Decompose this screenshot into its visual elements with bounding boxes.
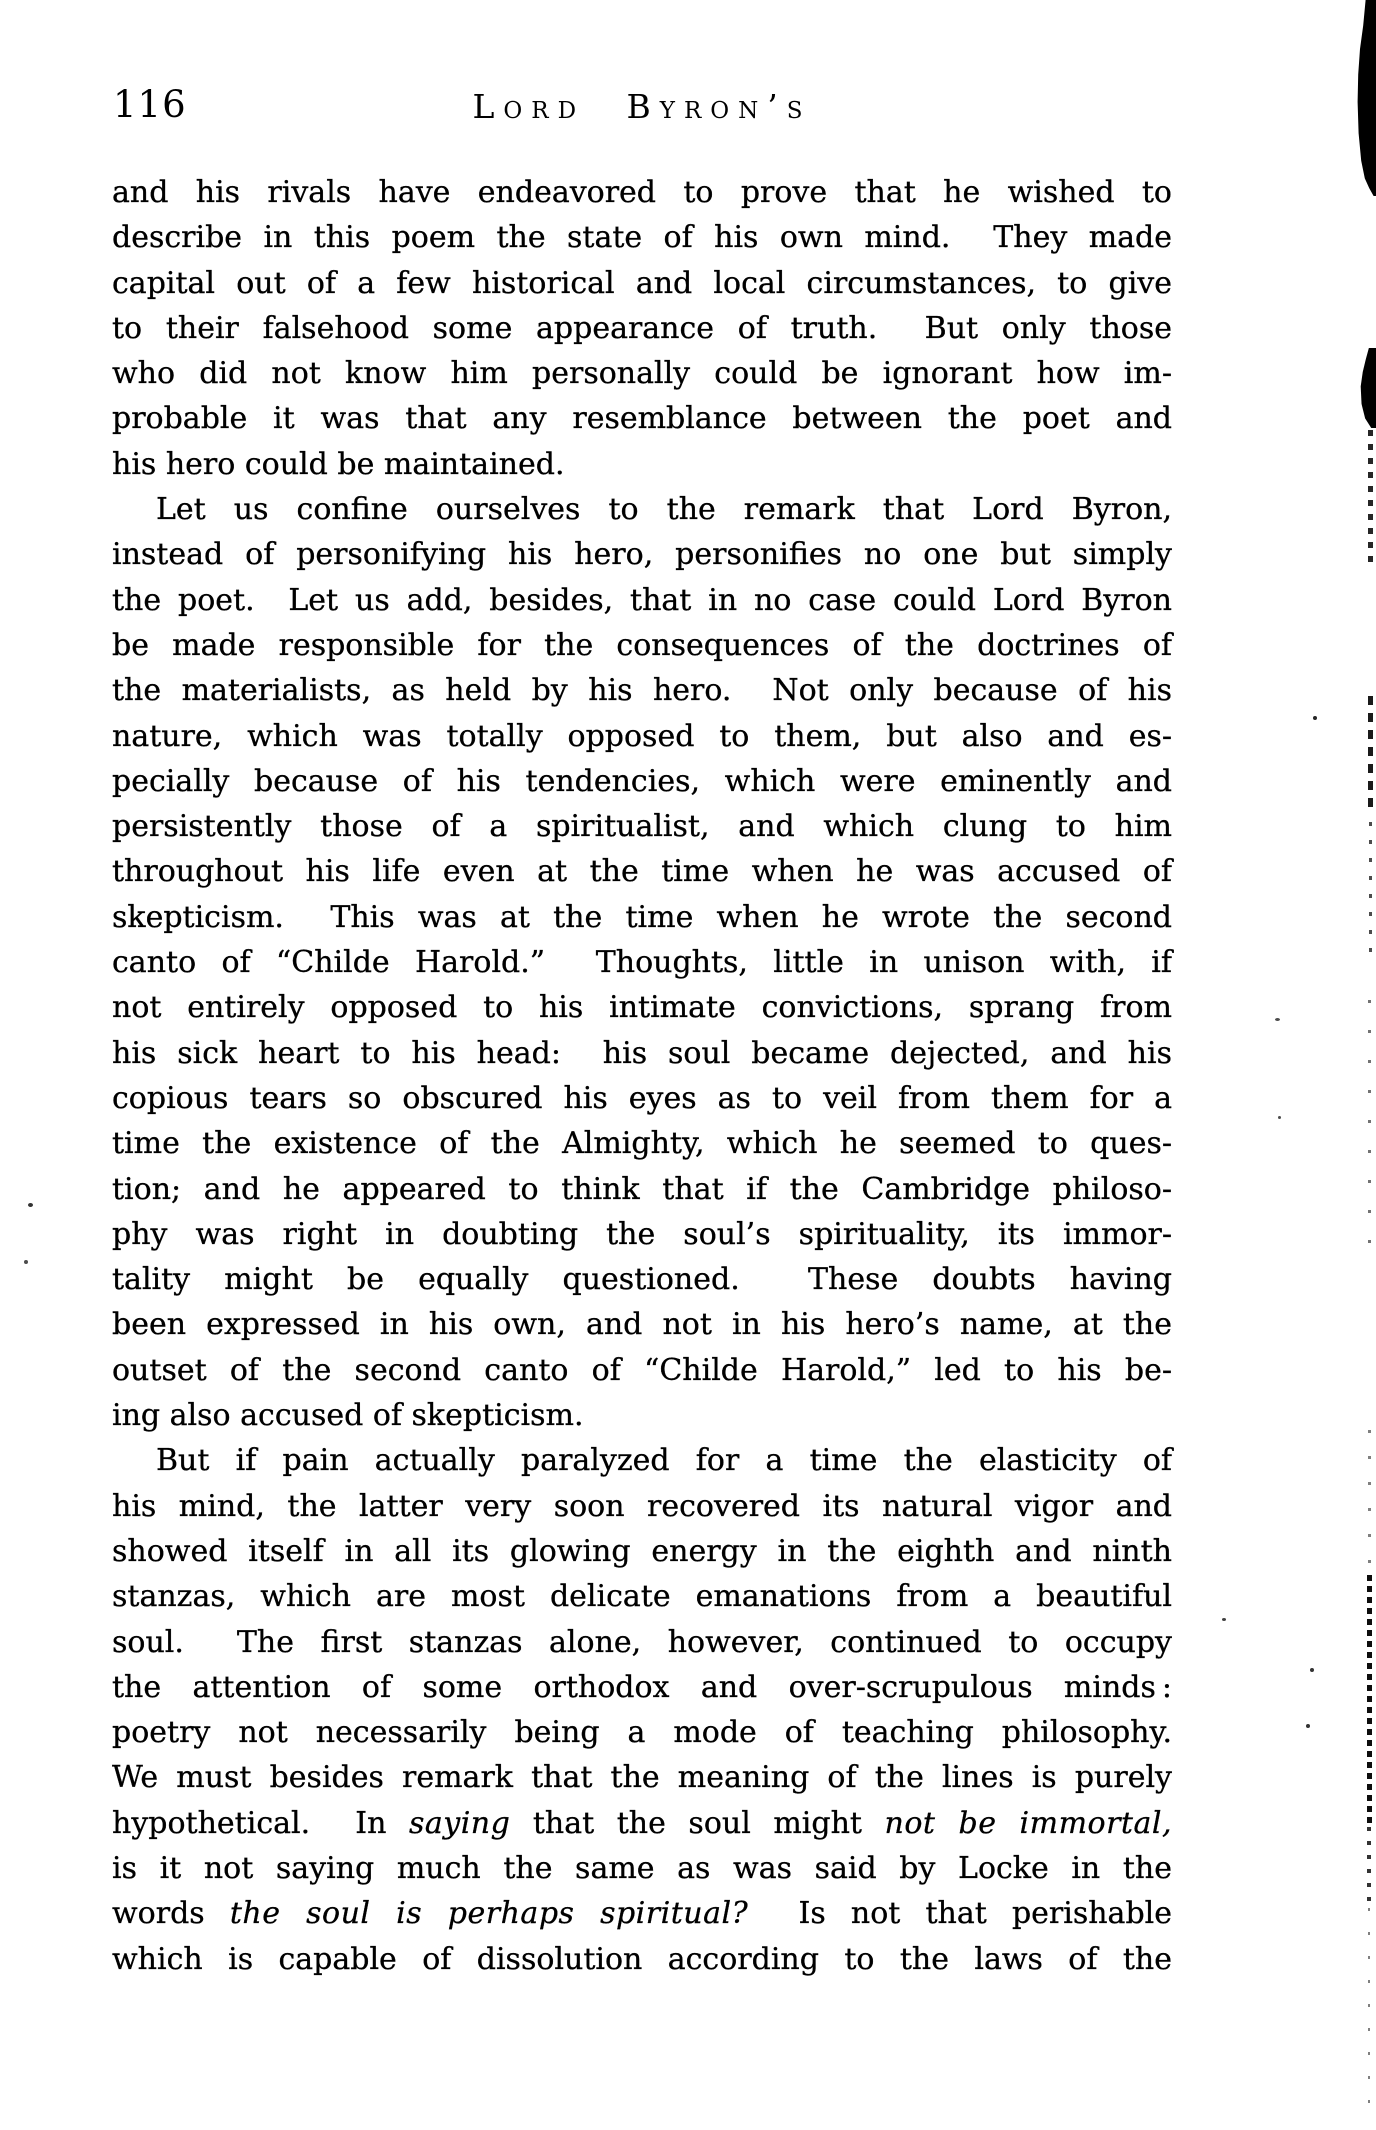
text-line: describe in this poem the state of his own mind. They made bbox=[112, 220, 1172, 256]
text-line: the poet. Let us add, besides, that in no case could Lord Byron bbox=[112, 582, 1172, 618]
text-line: is it not saying much the same as was said by Locke in the bbox=[112, 1850, 1172, 1886]
text-line: phy was right in doubting the soul’s spirituality, its immor- bbox=[112, 1216, 1172, 1252]
text-line: the attention of some orthodox and over-scrupulous minds : bbox=[112, 1669, 1172, 1705]
dotted-streak-artifact bbox=[1367, 1827, 1371, 1907]
body-text bbox=[112, 170, 1172, 1982]
dotted-streak-artifact bbox=[1368, 1908, 1370, 2120]
margin-speck bbox=[1313, 716, 1317, 720]
text-line: to their falsehood some appearance of truth. But only those bbox=[112, 310, 1172, 346]
dotted-streak-artifact bbox=[1368, 696, 1373, 814]
text-line: throughout his life even at the time when he was accused of bbox=[112, 854, 1172, 890]
text-line: words the soul is perhaps spiritual? Is not that perishable bbox=[112, 1896, 1172, 1932]
text-line: been expressed in his own, and not in his hero’s name, at the bbox=[112, 1307, 1172, 1343]
ink-bar-top-right-artifact bbox=[1356, 0, 1376, 196]
text-line: outset of the second canto of “Childe Harold,” led to his be- bbox=[112, 1352, 1172, 1388]
text-line: canto of “Childe Harold.” Thoughts, little in unison with, if bbox=[112, 945, 1172, 981]
text-line: stanzas, which are most delicate emanations from a beautiful bbox=[112, 1579, 1172, 1615]
text-line: instead of personifying his hero, personifies no one but simply bbox=[112, 537, 1172, 573]
text-line: But if pain actually paralyzed for a time the elasticity of bbox=[156, 1443, 1172, 1479]
dotted-streak-artifact bbox=[1367, 1575, 1372, 1827]
text-line: tality might be equally questioned. These doubts having bbox=[112, 1262, 1172, 1298]
text-line: tion; and he appeared to think that if the Cambridge philoso- bbox=[112, 1171, 1172, 1207]
text-line: his sick heart to his head: his soul became dejected, and his bbox=[112, 1035, 1172, 1071]
text-line: showed itself in all its glowing energy in the eighth and ninth bbox=[112, 1533, 1172, 1569]
text-line: We must besides remark that the meaning of the lines is purely bbox=[112, 1760, 1172, 1796]
text-line: not entirely opposed to his intimate convictions, sprang from bbox=[112, 990, 1172, 1026]
dotted-streak-artifact bbox=[1368, 430, 1373, 562]
text-line: time the existence of the Almighty, which he seemed to ques- bbox=[112, 1126, 1172, 1162]
margin-speck bbox=[1278, 1116, 1281, 1119]
margin-speck bbox=[1306, 1724, 1310, 1728]
dotted-streak-artifact bbox=[1368, 1000, 1371, 1250]
text-line: which is capable of dissolution according to the laws of the bbox=[112, 1941, 1172, 1977]
text-line: and his rivals have endeavored to prove that he wished to bbox=[112, 175, 1172, 210]
text-line: persistently those of a spiritualist, and which clung to him bbox=[112, 809, 1172, 845]
text-line: skepticism. This was at the time when he wrote the second bbox=[112, 899, 1172, 935]
margin-speck bbox=[1310, 1668, 1314, 1672]
text-line: ing also accused of skepticism. bbox=[112, 1398, 584, 1434]
ink-blob-right-upper-artifact bbox=[1359, 348, 1376, 428]
dotted-streak-artifact bbox=[1368, 1430, 1371, 1575]
text-line: who did not know him personally could be ignorant how im- bbox=[112, 356, 1172, 392]
text-line: copious tears so obscured his eyes as to veil from them for a bbox=[112, 1080, 1172, 1116]
text-line: his mind, the latter very soon recovered its natural vigor and bbox=[112, 1488, 1172, 1524]
text-line: poetry not necessarily being a mode of teaching philosophy. bbox=[112, 1715, 1172, 1751]
text-line: Let us confine ourselves to the remark that Lord Byron, bbox=[156, 492, 1172, 528]
text-line: capital out of a few historical and local circumstances, to give bbox=[112, 265, 1172, 301]
text-line: soul. The first stanzas alone, however, continued to occupy bbox=[112, 1624, 1172, 1660]
margin-speck bbox=[28, 1203, 33, 1207]
text-line: his hero could be maintained. bbox=[112, 446, 565, 482]
text-line: pecially because of his tendencies, which were eminently and bbox=[112, 763, 1172, 799]
running-title: Lord Byron’s bbox=[472, 87, 812, 126]
text-line: hypothetical. In saying that the soul might not be immortal, bbox=[112, 1805, 1172, 1841]
page-number: 116 bbox=[113, 83, 187, 126]
margin-speck bbox=[1222, 1618, 1226, 1621]
dotted-streak-artifact bbox=[1369, 822, 1372, 962]
text-line: be made responsible for the consequences of the doctrines of bbox=[112, 627, 1172, 663]
text-line: the materialists, as held by his hero. Not only because of his bbox=[112, 673, 1172, 709]
margin-speck bbox=[1275, 1018, 1280, 1021]
text-line: probable it was that any resemblance between the poet and bbox=[112, 401, 1172, 437]
text-line: nature, which was totally opposed to them, but also and es- bbox=[112, 718, 1172, 754]
margin-speck bbox=[24, 1260, 28, 1264]
